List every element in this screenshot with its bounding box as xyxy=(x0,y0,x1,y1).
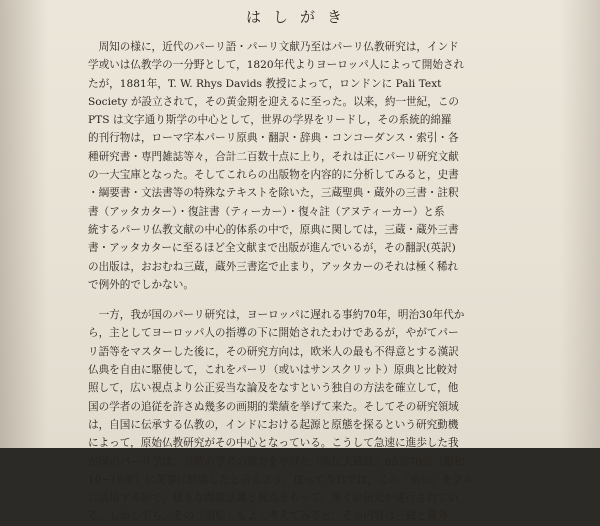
text-line: 的刊行物は，ローマ字本パーリ原典・翻訳・辞典・コンコーダンス・索引・各 xyxy=(88,132,459,145)
text-line: の出版は，おおむね三蔵，蔵外三書迄で止まり，アッタカーのそれは極く稀れ xyxy=(88,260,459,273)
text-line: は，自国に伝承する仏教の，インドにおける起源と原態を探るという研究動機 xyxy=(88,418,459,431)
text-line: 周知の様に，近代のパーリ語・パーリ文献乃至はパーリ仏教研究は，インド xyxy=(88,41,459,53)
text-line: ・綱要書・文法書等の特殊なテキストを除いた，三蔵聖典・蔵外の三書・註釈 xyxy=(88,187,459,200)
text-line: リ語等をマスターした後に，その研究方向は，欧米人の最も不得意とする漢訳 xyxy=(88,345,459,358)
text-line: 照して，広い視点より公正妥当な論及をなすという独自の方法を確立して，他 xyxy=(88,382,459,395)
text-line: る。しかし乍ら，その『南伝』もよく考えてみると，その内容は三蔵と蔵外 xyxy=(88,510,449,523)
paragraph-1 xyxy=(88,38,488,294)
text-line: ら，主としてヨーロッパ人の指導の下に開始されたわけであるが，やがてパー xyxy=(88,327,459,340)
text-line: 国の学者の追従を許さぬ幾多の画期的業績を挙げて来た。そしてその研究領域 xyxy=(88,400,459,413)
paragraph-gap xyxy=(88,294,488,306)
body-text xyxy=(88,38,488,526)
text-line: 書・アッタカターに至るほど全文献まで出版が進んでいるが，その翻訳(英訳) xyxy=(88,242,456,255)
text-line: PTS は文字通り斯学の中心として，世界の学界をリードし，その系統的綿羅 xyxy=(88,114,452,127)
page-heading: はしがき xyxy=(245,8,354,26)
page-shadow-left xyxy=(0,0,48,448)
text-line: 仏典を自由に駆使して，これをパーリ（或いはサンスクリット）原典と比較対 xyxy=(88,364,458,377)
text-line: 書（アッタカター）・復註書（ティーカー）・復々註（アヌティーカー）と系 xyxy=(88,205,445,218)
text-line: 一方，我が国のパーリ研究は，ヨーロッパに遅れる事約70年，明治30年代か xyxy=(88,309,465,322)
text-line: 統するパーリ仏教文献の中心的体系の中で，原典に関しては，三蔵・蔵外三書 xyxy=(88,223,459,236)
text-line: 学或いは仏教学の一分野として，1820年代よりヨーロッパ人によって開始され xyxy=(88,59,465,72)
text-line: たが，1881年，T. W. Rhys Davids 教授によって，ロンドンに Pali Text xyxy=(88,77,442,90)
text-line: に活用する形で，様々な問題意識と視点をもって，多くの研究が遂行されてい xyxy=(88,492,459,505)
page-shadow-right xyxy=(560,0,600,448)
text-line: によって，原始仏教研究がその中心となっている。こうして急速に進歩した我 xyxy=(88,437,459,450)
text-line: が国のパーリ学は，当時の学者の総力を挙げた『南伝大蔵経』65巻70冊（昭和 xyxy=(88,455,465,468)
text-line: 種研究書・専門雑誌等々，合計二百数十点に上り，それは正にパーリ研究文献 xyxy=(88,150,459,163)
text-line: 10−16年）に美事に結実したと言えよう。従って今日では，この『南伝』をフル xyxy=(88,473,474,486)
paragraph-2 xyxy=(88,306,488,526)
text-line: Society が設立されて，その黄金期を迎えるに至った。以来，約一世紀，この xyxy=(88,95,460,108)
text-line: で例外的でしかない。 xyxy=(88,278,194,291)
text-line: の一大宝庫となった。そしてこれらの出版物を内容的に分析してみると，史書 xyxy=(88,169,459,182)
